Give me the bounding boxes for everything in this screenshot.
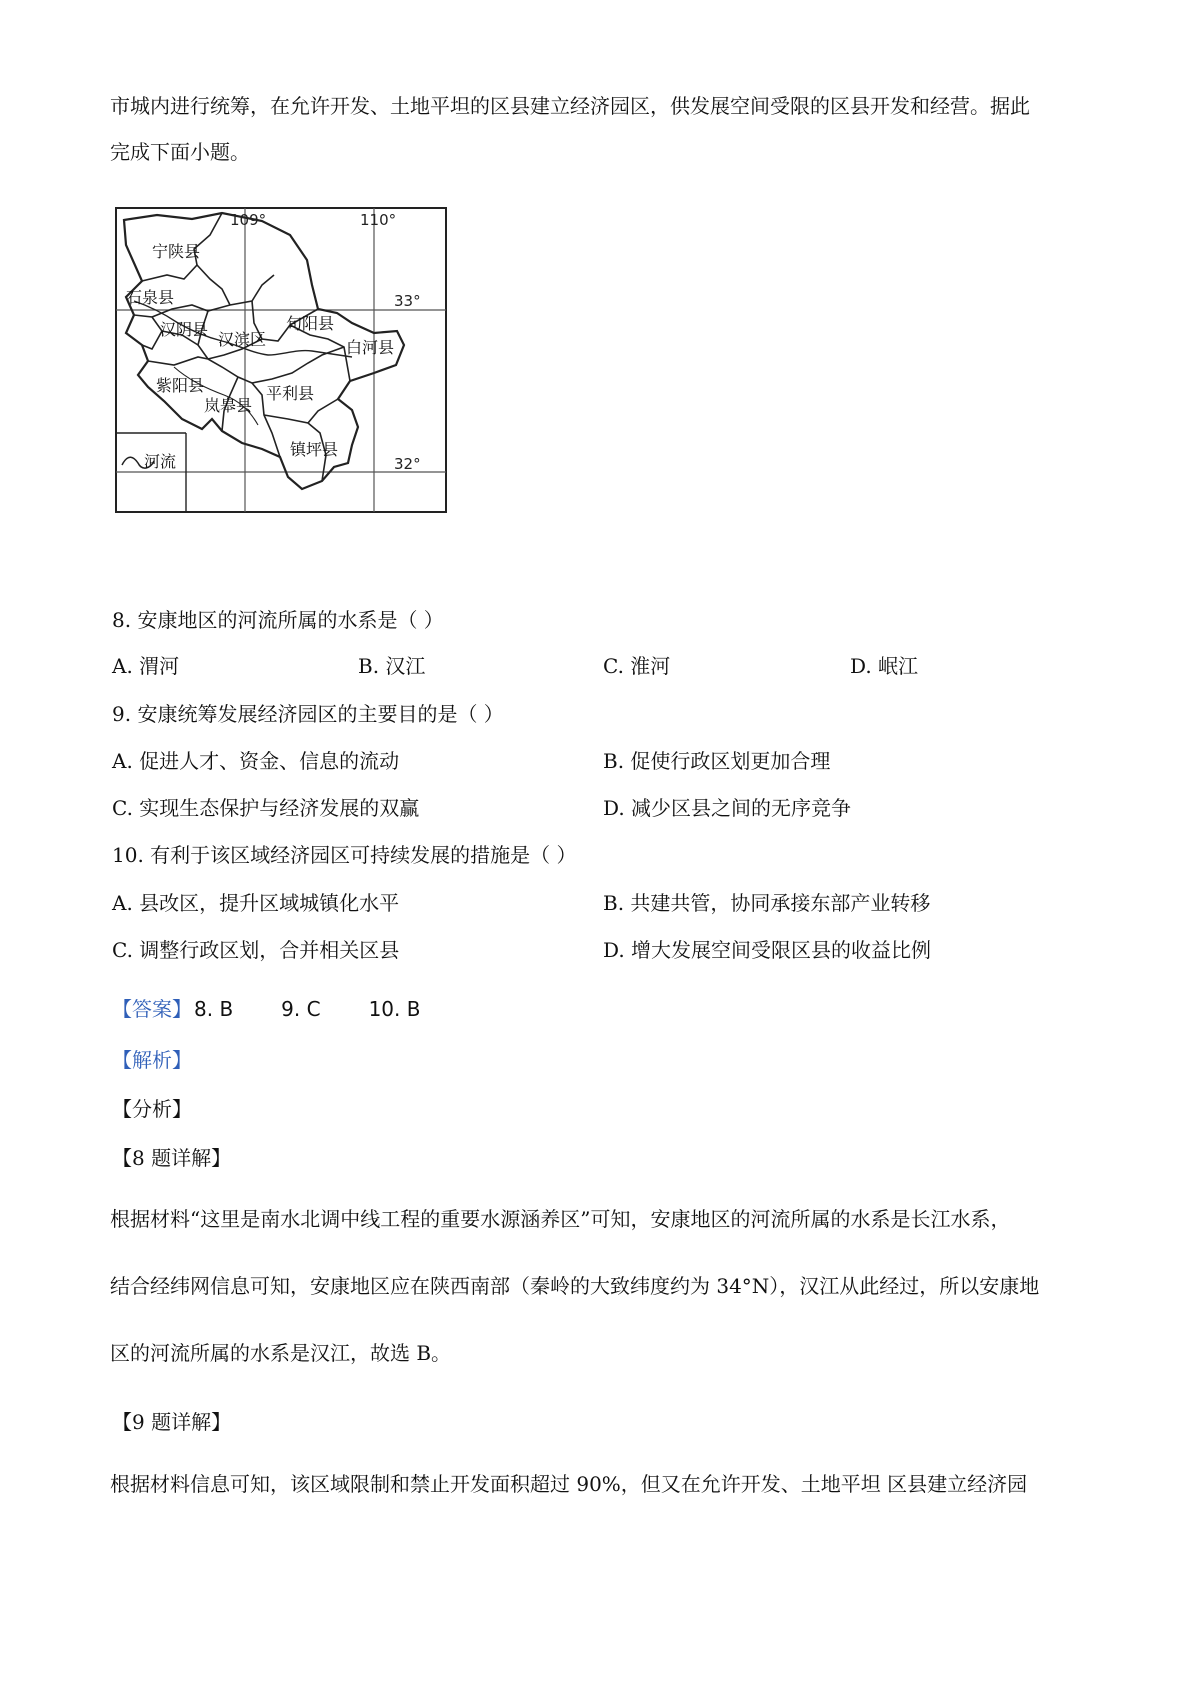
answer-tag: 【答案】 [112,997,192,1021]
county-label: 平利县 [266,384,315,403]
county-label: 汉阴县 [160,320,209,339]
county-label: 旬阳县 [286,314,335,333]
question-9-stem: 9. 安康统筹发展经济园区的主要目的是（ ） [112,702,504,726]
question-10-stem: 10. 有利于该区域经济园区可持续发展的措施是（ ） [112,843,577,867]
q8-detail-line: 根据材料“这里是南水北调中线工程的重要水源涵养区”可知，安康地区的河流所属的水系是长江水系， [110,1207,1011,1231]
lat-label-32: 32° [394,455,421,473]
q9-option-b[interactable]: B. 促使行政区划更加合理 [603,749,831,773]
q8-option-b[interactable]: B. 汉江 [358,654,426,678]
q9-detail-line: 根据材料信息可知，该区域限制和禁止开发面积超过 90%，但又在允许开发、土地平坦 区县建立经济园 [110,1472,1028,1496]
q8-option-d[interactable]: D. 岷江 [850,654,919,678]
q9-option-c[interactable]: C. 实现生态保护与经济发展的双赢 [112,796,420,820]
answer-line [112,995,420,1023]
county-label: 石泉县 [126,288,175,307]
answer-item: 9. C [281,997,321,1021]
ankang-map [112,205,450,515]
intro-line-1: 市城内进行统筹，在允许开发、土地平坦的区县建立经济园区，供发展空间受限的区县开发和经营。据此 [110,94,1030,118]
county-label: 岚皋县 [204,396,253,415]
fenxi-heading: 【分析】 [112,1097,192,1121]
county-label: 白河县 [346,338,395,357]
county-label: 紫阳县 [156,376,205,395]
q10-option-a[interactable]: A. 县改区，提升区域城镇化水平 [112,891,400,915]
q8-detail-line: 区的河流所属的水系是汉江，故选 B。 [110,1341,452,1365]
county-label: 宁陕县 [152,242,201,261]
lon-label-110: 110° [360,211,397,229]
q8-option-c[interactable]: C. 淮河 [603,654,671,678]
lat-label-33: 33° [394,292,421,310]
answer-item: 8. B [194,997,234,1021]
q8-detail-heading: 【8 题详解】 [112,1146,232,1170]
county-label: 汉滨区 [218,330,267,349]
q9-option-d[interactable]: D. 减少区县之间的无序竞争 [603,796,852,820]
answer-item: 10. B [368,997,421,1021]
county-label: 镇坪县 [290,440,339,459]
q10-option-b[interactable]: B. 共建共管，协同承接东部产业转移 [603,891,931,915]
q10-option-c[interactable]: C. 调整行政区划，合并相关区县 [112,938,400,962]
analysis-tag: 【解析】 [112,1048,192,1072]
legend-label: 河流 [144,452,177,471]
q10-option-d[interactable]: D. 增大发展空间受限区县的收益比例 [603,938,932,962]
intro-line-2: 完成下面小题。 [110,140,250,164]
q9-detail-heading: 【9 题详解】 [112,1410,232,1434]
q8-option-a[interactable]: A. 渭河 [112,654,180,678]
q9-option-a[interactable]: A. 促进人才、资金、信息的流动 [112,749,400,773]
lon-label-109: 109° [230,211,267,229]
q8-detail-line: 结合经纬网信息可知，安康地区应在陕西南部（秦岭的大致纬度约为 34°N），汉江从此经过，所以安康地 [110,1274,1040,1298]
question-8-stem: 8. 安康地区的河流所属的水系是（ ） [112,608,444,632]
